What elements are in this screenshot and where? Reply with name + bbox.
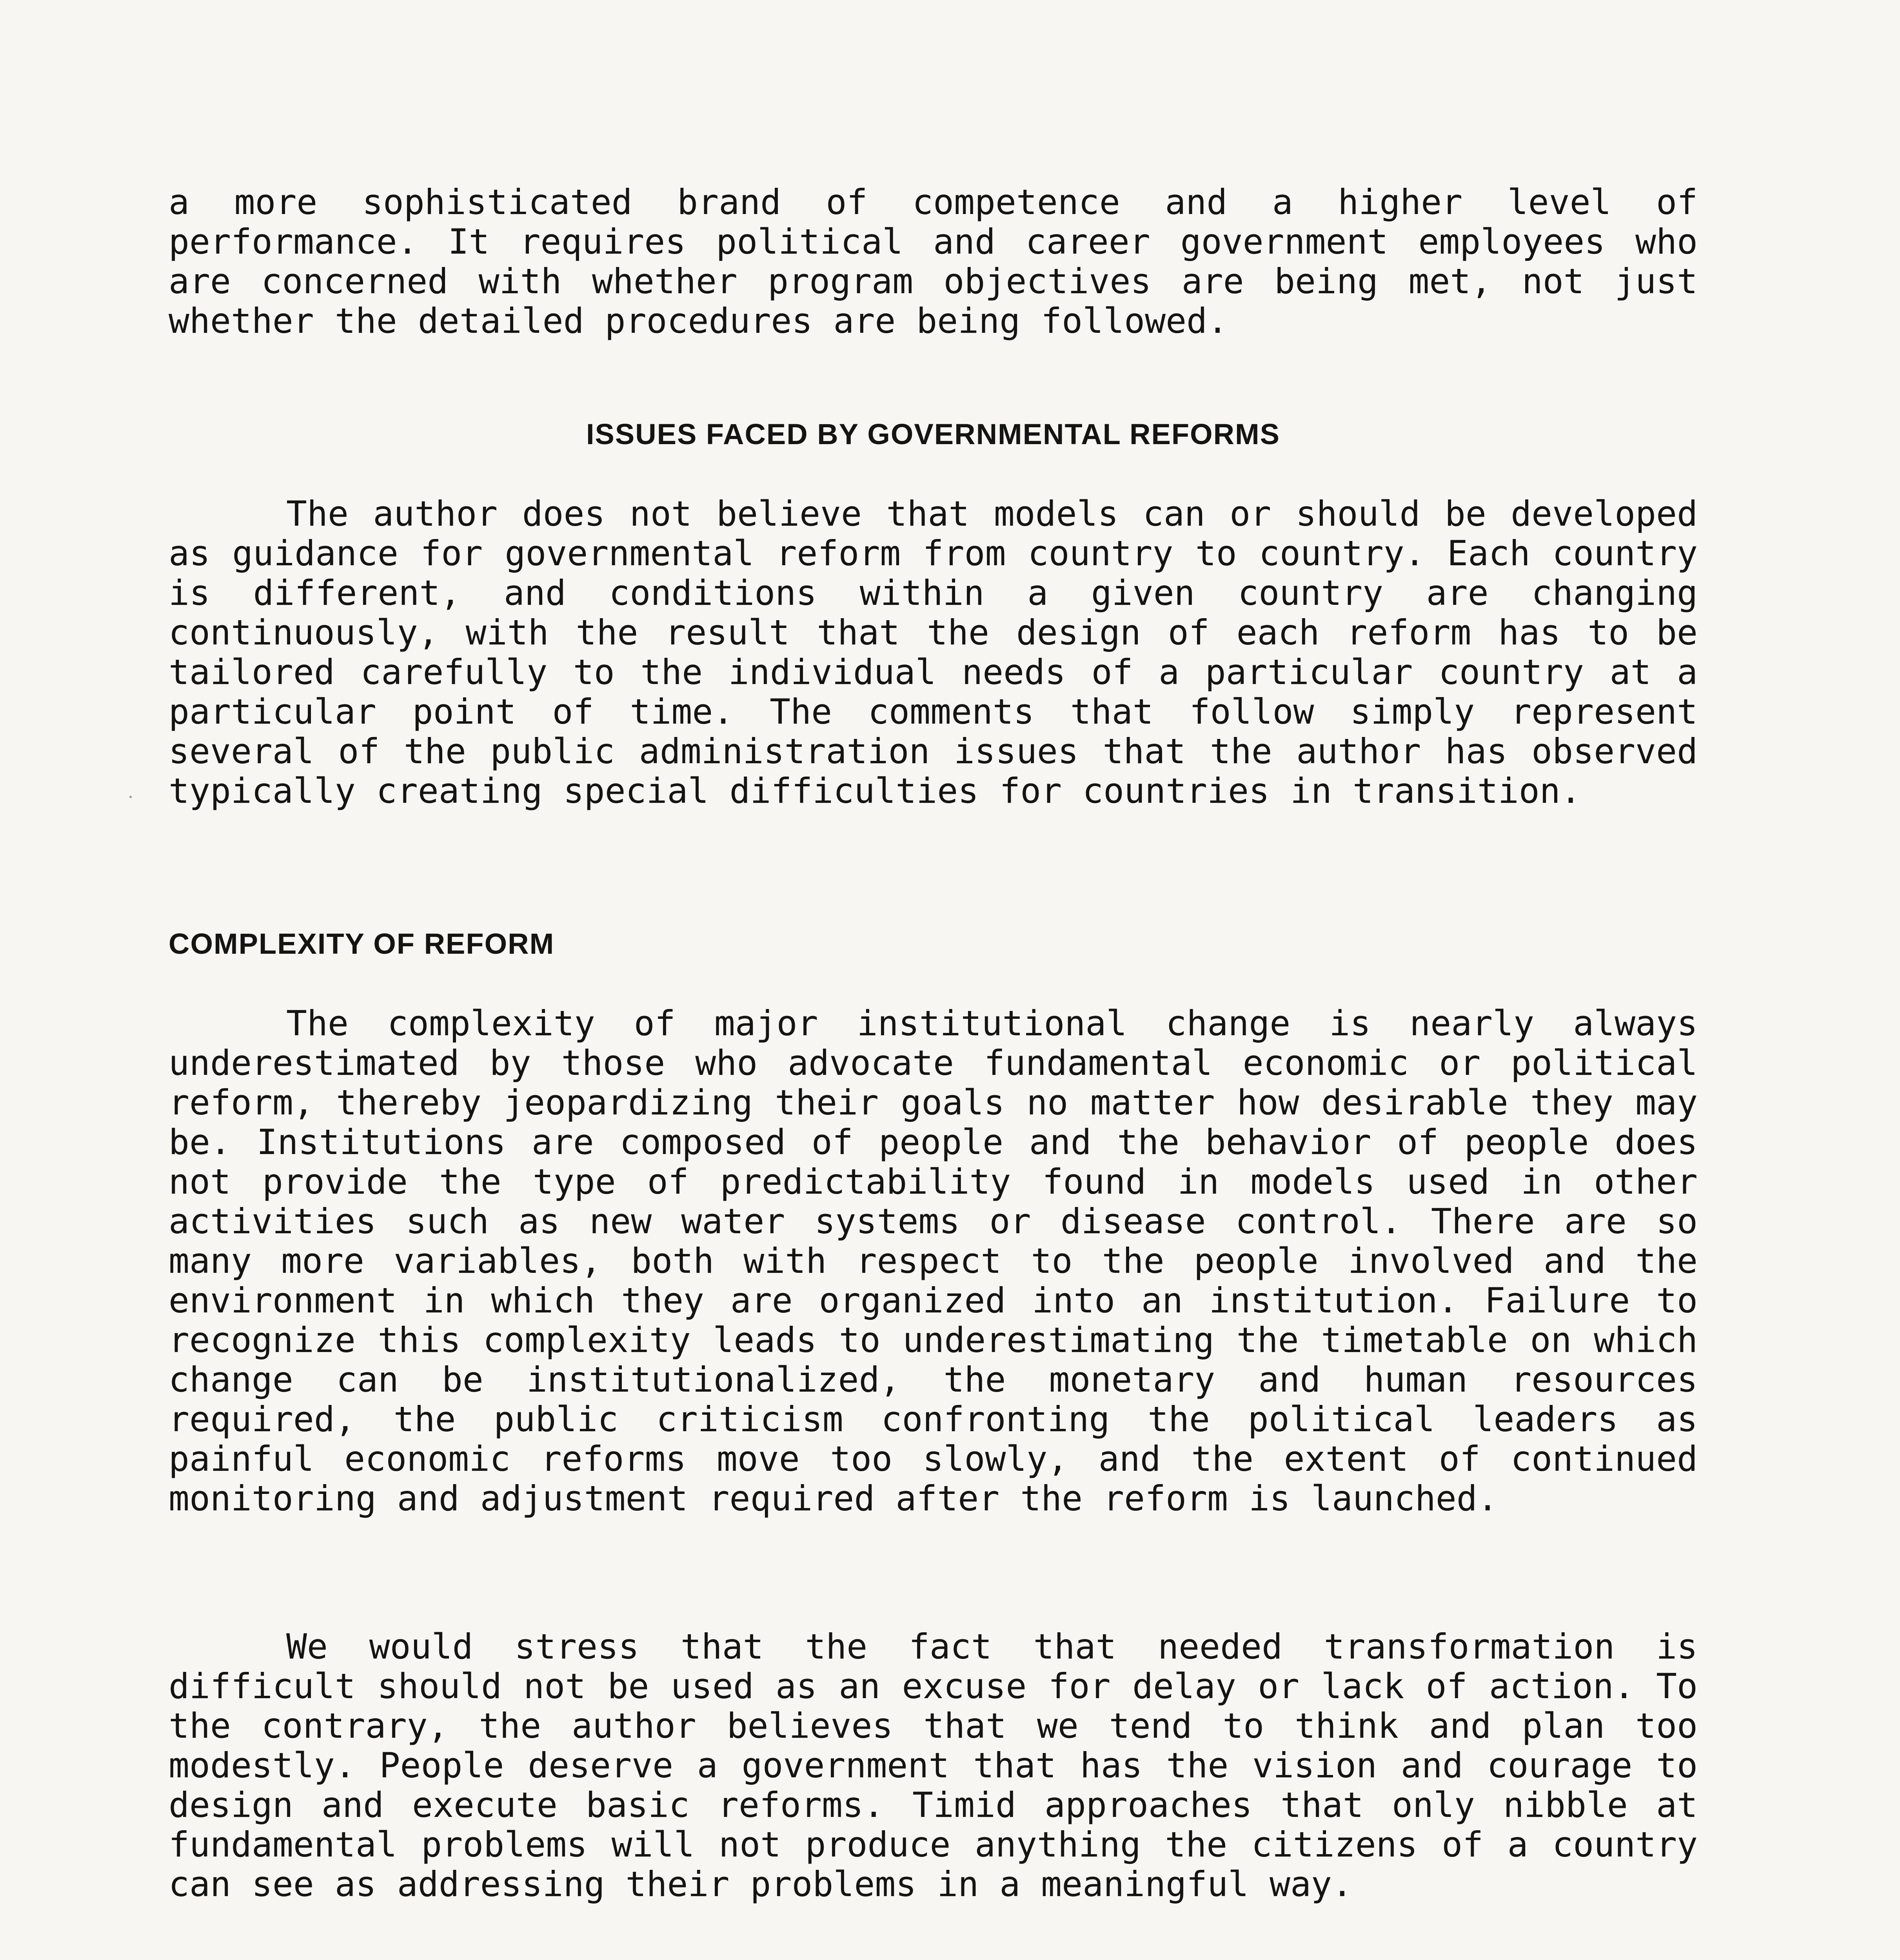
section-heading-issues: ISSUES FACED BY GOVERNMENTAL REFORMS [586, 418, 1281, 450]
complexity-paragraph-2-block [169, 1627, 1698, 1904]
opening-paragraph-block [169, 182, 1698, 341]
complexity-paragraph: We would stress that the fact that needed transformation is difficult should not be used as an excuse for delay or lack of action. To the contrary, the author believes that we tend to think and plan too modestly. People deserve a government that has the vision and courage to design and execute basic reforms. Timid approaches that only nibble at fundamental problems will not produce anything the citizens of a country can see as addressing their problems in a meaningful way. [169, 1626, 1698, 1904]
issues-paragraph: The author does not believe that models can or should be developed as guidance for governmental reform from country to country. Each country is different, and conditions within a given country are changing continuously, with the result that the design of each reform has to be tailored carefully to the individual needs of a particular country at a particular point of time. The comments that follow simply represent several of the public administration issues that the author has observed typically creating special difficulties for countries in transition. [169, 494, 1698, 811]
opening-paragraph: a more sophisticated brand of competence and a higher level of performance. It requires political and career government employees who are concerned with whether program objectives are being met, not just whether the detailed procedures are being followed. [169, 182, 1698, 341]
complexity-paragraph: The complexity of major institutional change is nearly always underestimated by those who advocate fundamental economic or political reform, thereby jeopardizing their goals no matter how desirable they may be. Institutions are composed of people and the behavior of people does not provide the type of predictability found in models used in other activities such as new water systems or disease control. There are so many more variables, both with respect to the people involved and the environment in which they are organized into an institution. Failure to recognize this complexity leads to underestimating the timetable on which change can be institutionalized, the monetary and human resources required, the public criticism confronting the political leaders as painful economic reforms move too slowly, and the extent of continued monitoring and adjustment required after the reform is launched. [169, 1003, 1698, 1519]
complexity-paragraph-1-block [169, 1004, 1698, 1518]
issues-paragraph-block [169, 494, 1698, 811]
section-heading-complexity: COMPLEXITY OF REFORM [169, 927, 555, 960]
scan-speck [129, 796, 132, 798]
